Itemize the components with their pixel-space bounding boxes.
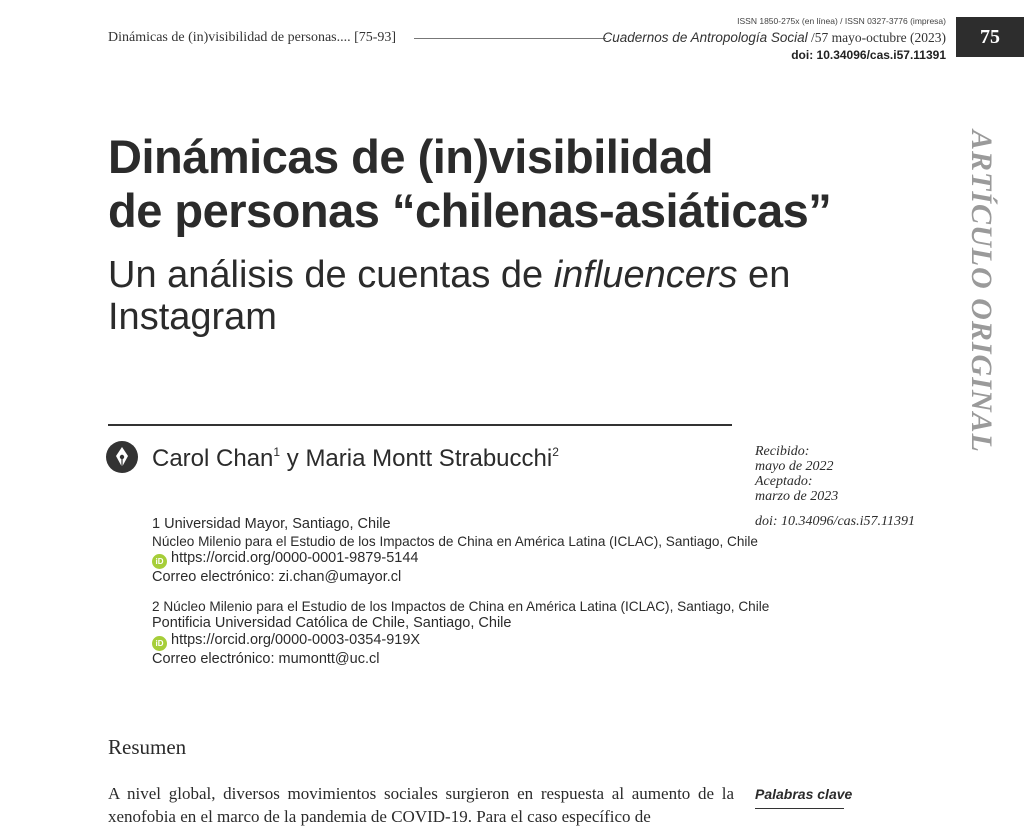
received-label: Recibido: <box>755 444 810 459</box>
author-connector: y <box>280 445 306 472</box>
running-title: Dinámicas de (in)visibilidad de personas.... [75-93] <box>108 30 397 45</box>
side-doi[interactable]: doi: 10.34096/cas.i57.11391 <box>755 514 915 529</box>
article-dates <box>755 444 838 504</box>
affiliation-1-email[interactable]: Correo electrónico: zi.chan@umayor.cl <box>152 569 402 585</box>
subtitle-part-1: Un análisis de cuentas de <box>108 254 554 296</box>
article-subtitle <box>108 254 868 338</box>
issn-line: ISSN 1850-275x (en línea) / ISSN 0327-3776 (impresa) <box>737 16 946 26</box>
affiliation-2-email[interactable]: Correo electrónico: mumontt@uc.cl <box>152 651 380 667</box>
title-line-2: de personas “chilenas-asiáticas” <box>108 184 832 237</box>
affiliation-1 <box>152 516 758 586</box>
orcid-link-1[interactable]: https://orcid.org/0000-0001-9879-5144 <box>171 550 419 566</box>
received-date: mayo de 2022 <box>755 459 834 474</box>
affiliation-1-line-2: Núcleo Milenio para el Estudio de los Impactos de China en América Latina (ICLAC), Santiago, Chile <box>152 534 758 549</box>
affiliation-2-orcid <box>152 632 752 651</box>
author-list <box>152 445 559 473</box>
orcid-icon: iD <box>152 554 167 569</box>
author-2-affil: 2 <box>552 445 559 459</box>
header-doi: doi: 10.34096/cas.i57.11391 <box>791 48 946 62</box>
journal-name: Cuadernos de Antropología Social <box>602 30 808 45</box>
fountain-pen-icon <box>106 441 138 473</box>
subtitle-part-2: en Instagram <box>108 254 791 338</box>
author-2: Maria Montt Strabucchi <box>305 445 553 472</box>
affiliation-2-line-1: 2 Núcleo Milenio para el Estudio de los Impactos de China en América Latina (ICLAC), Santiago, Chile <box>152 599 770 614</box>
accepted-label: Aceptado: <box>755 474 813 489</box>
title-line-1: Dinámicas de (in)visibilidad <box>108 130 713 183</box>
page-number: 75 <box>956 17 1024 57</box>
journal-issue: /57 mayo-octubre (2023) <box>811 30 946 45</box>
keywords-rule <box>755 808 844 809</box>
keywords-heading: Palabras clave <box>755 786 853 802</box>
affiliation-2 <box>152 598 770 668</box>
orcid-icon: iD <box>152 636 167 651</box>
author-1: Carol Chan <box>152 445 274 472</box>
journal-citation <box>603 30 946 46</box>
article-title <box>108 130 928 238</box>
abstract-heading: Resumen <box>108 735 187 759</box>
article-type-label: ARTÍCULO ORIGINAL <box>965 130 998 453</box>
affiliation-1-orcid <box>152 550 752 569</box>
orcid-link-2[interactable]: https://orcid.org/0000-0003-0354-919X <box>171 632 421 648</box>
accepted-date: marzo de 2023 <box>755 489 839 504</box>
author-1-affil: 1 <box>273 445 281 459</box>
affiliation-1-line-1: 1 Universidad Mayor, Santiago, Chile <box>152 516 391 532</box>
title-rule <box>108 424 732 426</box>
header-rule <box>414 38 606 39</box>
abstract-text: A nivel global, diversos movimientos sociales surgieron en respuesta al aumento de la xenofobia en el marco de la pandemia de COVID-19. Para el caso específico de <box>108 784 734 826</box>
subtitle-italic: influencers <box>553 254 738 296</box>
affiliation-2-line-2: Pontificia Universidad Católica de Chile, Santiago, Chile <box>152 615 512 631</box>
